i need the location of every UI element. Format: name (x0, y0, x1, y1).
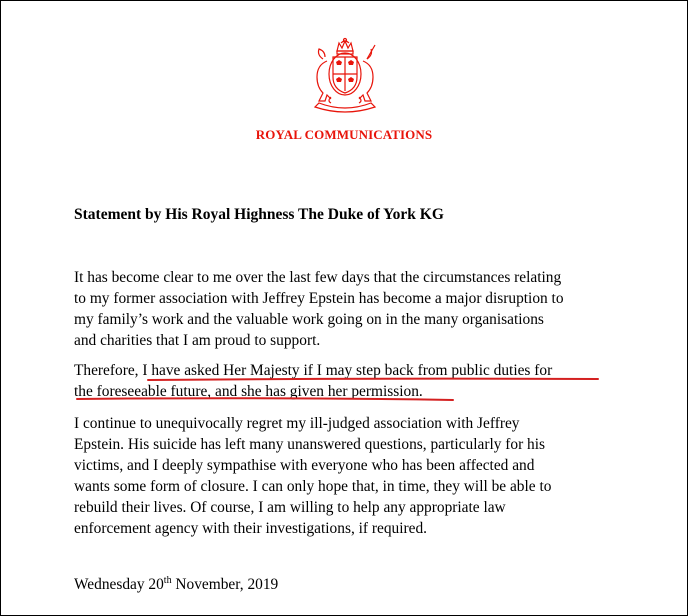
paragraph-line: Therefore, I have asked Her Majesty if I may step back from public duties for (74, 362, 553, 379)
paragraph-line: It has become clear to me over the last few days that the circumstances relating (74, 269, 562, 286)
paragraph-2 (74, 360, 664, 402)
royal-coat-of-arms-icon (301, 37, 389, 113)
paragraph-line: rebuild their lives. Of course, I am willing to help any appropriate law (74, 499, 506, 516)
paragraph-line: victims, and I deeply sympathise with everyone who has been affected and (74, 457, 535, 474)
date-rest: November, 2019 (171, 576, 279, 594)
paragraph-line: and charities that I am proud to support. (74, 332, 321, 349)
office-heading: ROYAL COMMUNICATIONS (255, 127, 433, 142)
paragraph-3 (74, 413, 664, 539)
statement-title: Statement by His Royal Highness The Duke of York KG (74, 206, 444, 223)
paragraph-1 (74, 267, 664, 351)
paragraph-line: enforcement agency with their investigations, if required. (74, 520, 428, 537)
paragraph-line: wants some form of closure. I can only hope that, in time, they will be able to (74, 478, 552, 495)
date-ordinal: th (163, 575, 172, 586)
paragraph-line: Epstein. His suicide has left many unanswered questions, particularly for his (74, 436, 546, 453)
paragraph-line: the foreseeable future, and she has given her permission. (74, 383, 423, 400)
statement-date (74, 575, 278, 594)
paragraph-line: I continue to unequivocally regret my ill-judged association with Jeffrey (74, 415, 520, 432)
date-day: Wednesday 20 (74, 576, 164, 594)
paragraph-line: to my former association with Jeffrey Epstein has become a major disruption to (74, 290, 564, 307)
paragraph-line: my family’s work and the valuable work going on in the many organisations (74, 311, 544, 328)
